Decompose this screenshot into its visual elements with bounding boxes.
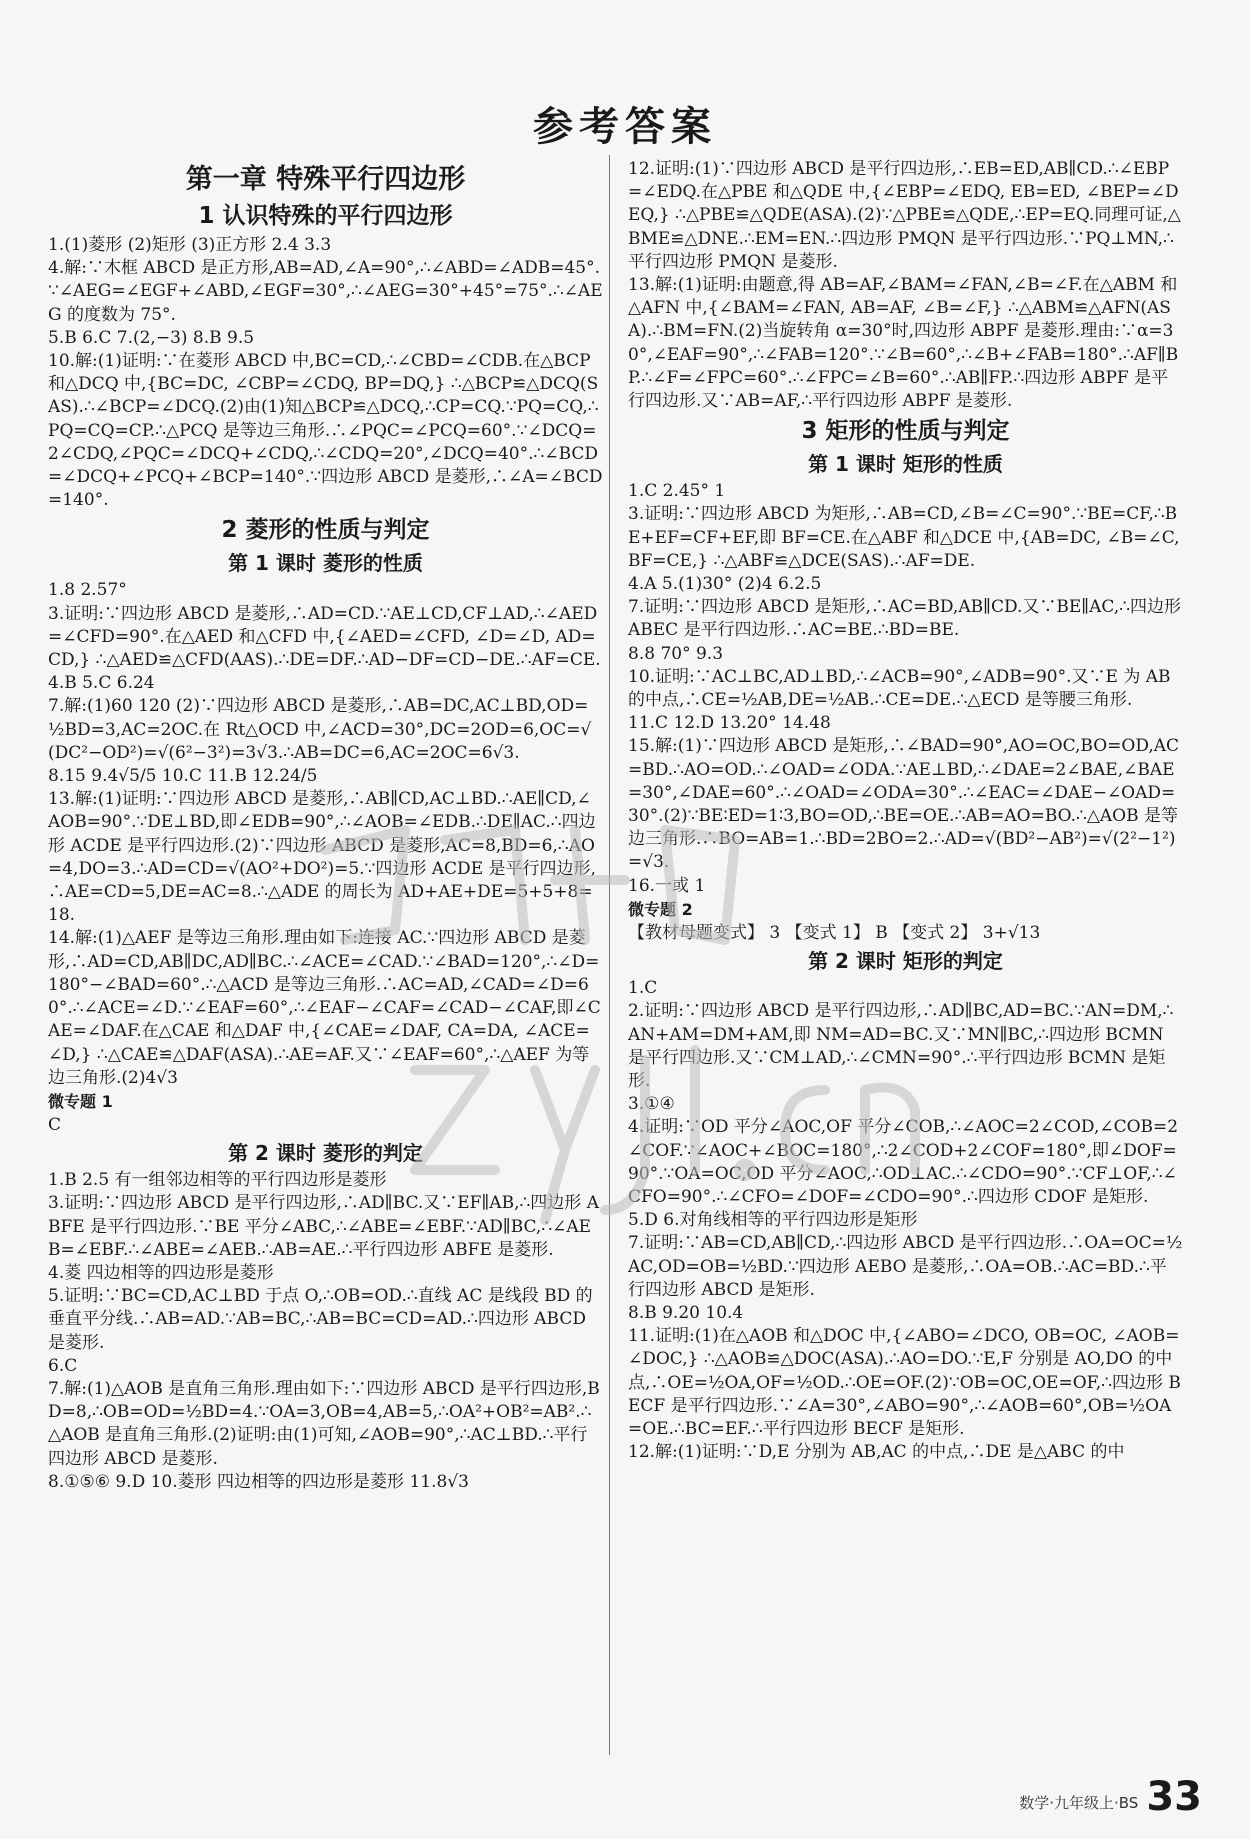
heading-section: 1 认识特殊的平行四边形 xyxy=(198,203,453,229)
page-footer xyxy=(1019,1775,1202,1819)
page-title: 参考答案 xyxy=(533,104,717,150)
answer-item: 6.C xyxy=(48,1355,78,1376)
footer-book-info: 数学·九年级上·BS xyxy=(1019,1794,1139,1812)
answer-item: 3.证明:∵四边形 ABCD 是平行四边形,∴AD∥BC.又∵EF∥AB,∴四边形 ABFE 是平行四边形.∵BE 平分∠ABC,∴∠ABE=∠EBF.∵AD∥BC,∴∠AEB=∠EBF.∴∠ABE=∠AEB.∴AB=AE.∴平行四边形 ABFE 是菱形. xyxy=(48,1193,599,1260)
column-divider xyxy=(609,155,610,1755)
answer-item: 15.解:(1)∵四边形 ABCD 是矩形,∴∠BAD=90°,AO=OC,BO=OD,AC=BD.∴AO=OD.∴∠OAD=∠ODA.∵AE⊥BD,∴∠DAE=2∠BAE,∠BAE=30°,∠DAE=60°.∴∠OAD=∠ODA=30°.∴∠EAC=∠DAE−∠OAD=30°.(2)∵BE∶ED=1∶3,BO=OD,∴BE=OE.∴AB=AO=BO.∴△AOB 是等边三角形.∴BO=AB=1.∴BD=2BO=2.∴AD=√(BD²−AB²)=√(2²−1²)=√3. xyxy=(628,736,1180,873)
answer-item: 4.A 5.(1)30° (2)4 6.2.5 xyxy=(628,574,822,595)
answer-item: 14.解:(1)△AEF 是等边三角形.理由如下:连接 AC.∵四边形 ABCD 是菱形,∴AD=CD,AB∥DC,AD∥BC.∴∠ACE=∠CAD.∵∠BAD=120°,∴∠D=180°−∠BAD=60°.∴△ACD 是等边三角形.∴AC=AD,∠CAD=∠D=60°.∴∠ACE=∠D.∵∠EAF=60°,∴∠EAF−∠CAF=∠CAD−∠CAF,即∠CAE=∠DAF.在△CAE 和△DAF 中,{∠CAE=∠DAF, CA=DA, ∠ACE=∠D,} ∴△CAE≌△DAF(ASA).∴AE=AF.又∵∠EAF=60°,∴△AEF 为等边三角形.(2)4√3 xyxy=(48,928,601,1088)
answer-item: 7.解:(1)△AOB 是直角三角形.理由如下:∵四边形 ABCD 是平行四边形,BD=8,∴OB=OD=½BD=4.∵OA=3,OB=4,AB=5,∴OA²+OB²=AB².∴△AOB 是直角三角形.(2)证明:由(1)可知,∠AOB=90°,∴AC⊥BD.∴平行四边形 ABCD 是菱形. xyxy=(48,1378,600,1469)
answer-item: 11.证明:(1)在△AOB 和△DOC 中,{∠ABO=∠DCO, OB=OC, ∠AOB=∠DOC,} ∴△AOB≌△DOC(ASA).∴AO=DO.∵E,F 分别是 AO,DO 的中点,∴OE=½OA,OF=½OD.∴OE=OF.(2)∵OB=OC,OE=OF,∴四边形 BECF 是平行四边形.∵∠A=30°,∠ABO=90°,∴∠AOB=60°,OB=½OA=OE.∴BC=EF.∴平行四边形 BECF 是矩形. xyxy=(628,1326,1181,1439)
answer-item: 3.证明:∵四边形 ABCD 是菱形,∴AD=CD.∵AE⊥CD,CF⊥AD,∴∠AED=∠CFD=90°.在△AED 和△CFD 中,{∠AED=∠CFD, ∠D=∠D, AD=CD,} ∴△AED≌△CFD(AAS).∴DE=DF.∴AD−DF=CD−DE.∴AF=CE. xyxy=(48,603,601,671)
answer-item: 10.证明:∵AC⊥BC,AD⊥BD,∴∠ACB=90°,∠ADB=90°.又∵E 为 AB 的中点,∴CE=½AB,DE=½AB.∴CE=DE.∴△ECD 是等腰三角形. xyxy=(628,666,1171,711)
answer-item: 8.B 9.20 10.4 xyxy=(628,1302,744,1323)
answer-item: 7.证明:∵AB=CD,AB∥CD,∴四边形 ABCD 是平行四边形.∴OA=OC=½AC,OD=OB=½BD.∵四边形 AEBO 是菱形,∴OA=OB.∴AC=BD.∴平行四边形 ABCD 是矩形. xyxy=(628,1233,1183,1300)
heading-section: 2 菱形的性质与判定 xyxy=(221,517,430,544)
answer-item: 2.证明:∵四边形 ABCD 是平行四边形,∴AD∥BC,AD=BC.∵AN=DM,∴AN+AM=DM+AM,即 NM=AD=BC.又∵MN∥BC,∴四边形 BCMN 是平行四边形.又∵CM⊥AD,∴∠CMN=90°.∴平行四边形 BCMN 是矩形. xyxy=(628,1001,1174,1091)
heading-sub: 第 2 课时 矩形的判定 xyxy=(808,949,1003,974)
answer-item: 13.解:(1)证明:∵四边形 ABCD 是菱形,∴AB∥CD,AC⊥BD.∴AE∥CD,∠AOB=90°.∵DE⊥BD,即∠EDB=90°,∴∠AOB=∠EDB.∴DE∥AC.∴四边形 ACDE 是平行四边形.(2)∵四边形 ABCD 是菱形,AC=8,BD=6,∴AO=4,DO=3.∴AD=CD=√(AO²+DO²)=5.∵四边形 ACDE 是平行四边形,∴AE=CD=5,DE=AC=8.∴△ADE 的周长为 AD+AE+DE=5+5+8=18. xyxy=(48,789,596,926)
answer-item: 8.15 9.4√5/5 10.C 11.B 12.24/5 xyxy=(48,766,318,787)
answer-item: 7.证明:∵四边形 ABCD 是矩形,∴AC=BD,AB∥CD.又∵BE∥AC,∴四边形 ABEC 是平行四边形.∴AC=BE.∴BD=BE. xyxy=(628,597,1182,641)
answer-item: C xyxy=(48,1114,62,1135)
answer-item: 1.(1)菱形 (2)矩形 (3)正方形 2.4 3.3 xyxy=(48,235,332,255)
answer-item: 1.C xyxy=(628,978,658,999)
answer-item: 1.B 2.5 有一组邻边相等的平行四边形是菱形 xyxy=(48,1170,387,1191)
left-column xyxy=(48,158,603,1494)
answer-item: 12.证明:(1)∵四边形 ABCD 是平行四边形,∴EB=ED,AB∥CD.∴∠EBP=∠EDQ.在△PBE 和△QDE 中,{∠EBP=∠EDQ, EB=ED, ∠BEP=∠DEQ,} ∴△PBE≌△QDE(ASA).(2)∵△PBE≌△QDE,∴EP=EQ.同理可证,△BME≌△DNE.∴EM=EN.∴四边形 PMQN 是平行四边形.∵PQ⊥MN,∴平行四边形 PMQN 是菱形. xyxy=(628,159,1181,272)
answer-item: 5.B 6.C 7.(2,−3) 8.B 9.5 xyxy=(48,327,255,348)
answer-item: 1.8 2.57° xyxy=(48,580,127,601)
answer-item: 7.解:(1)60 120 (2)∵四边形 ABCD 是菱形,∴AB=DC,AC⊥BD,OD=½BD=3,AC=2OC.在 Rt△OCD 中,∠ACD=30°,DC=2OD=6,OC=√(DC²−OD²)=√(6²−3²)=3√3.∴AB=DC=6,AC=2OC=6√3. xyxy=(48,696,592,763)
answer-item: 4.解:∵木框 ABCD 是正方形,AB=AD,∠A=90°,∴∠ABD=∠ADB=45°.∵∠AEG=∠EGF+∠ABD,∠EGF=30°,∴∠AEG=30°+45°=75°.∴∠AEG 的度数为 75°. xyxy=(48,258,603,325)
answer-item: 3.①④ xyxy=(628,1094,675,1115)
heading-section: 3 矩形的性质与判定 xyxy=(801,418,1010,445)
answer-item: 1.C 2.45° 1 xyxy=(628,481,726,502)
heading-topic: 微专题 1 xyxy=(48,1091,113,1111)
answer-item: 12.解:(1)证明:∵D,E 分别为 AB,AC 的中点,∴DE 是△ABC 的中 xyxy=(628,1442,1125,1463)
answer-item: 10.解:(1)证明:∵在菱形 ABCD 中,BC=CD,∴∠CBD=∠CDB.在△BCP 和△DCQ 中,{BC=DC, ∠CBP=∠CDQ, BP=DQ,} ∴△BCP≌△DCQ(SAS).∴∠BCP=∠DCQ.(2)由(1)知△BCP≌△DCQ,∴CP=CQ.∵PQ=CQ,∴PQ=CQ=CP.∴△PCQ 是等边三角形.∴∠PQC=∠PCQ=60°.∵∠DCQ=2∠CDQ,∠PQC=∠DCQ+∠CDQ,∴∠CDQ=20°,∠DCQ=40°.∴∠BCD=∠DCQ+∠PCQ+∠BCP=140°.∵四边形 ABCD 是菱形,∴∠A=∠BCD=140°. xyxy=(48,351,603,511)
answer-item: 11.C 12.D 13.20° 14.48 xyxy=(628,713,831,734)
answer-item: 【教材母题变式】 3 【变式 1】 B 【变式 2】 3+√13 xyxy=(628,922,1041,943)
page-number: 33 xyxy=(1146,1774,1202,1820)
answer-item: 3.证明:∵四边形 ABCD 为矩形,∴AB=CD,∠B=∠C=90°.∵BE=CF,∴BE+EF=CF+EF,即 BF=CE.在△ABF 和△DCE 中,{AB=DC, ∠B=∠C, BF=CE,} ∴△ABF≌△DCE(SAS).∴AF=DE. xyxy=(628,504,1180,571)
answer-item: 13.解:(1)证明:由题意,得 AB=AF,∠BAM=∠FAN,∠B=∠F.在△ABM 和△AFN 中,{∠BAM=∠FAN, AB=AF, ∠B=∠F,} ∴△ABM≌△AFN(ASA).∴BM=FN.(2)当旋转角 α=30°时,四边形 ABPF 是菱形.理由:∵α=30°,∠EAF=90°,∴∠FAB=120°.∵∠B=60°,∴∠B+∠FAB=180°.∴AF∥BP.∴∠F=∠FPC=60°.∴∠FPC=∠B=60°.∴AB∥FP.∴四边形 ABPF 是平行四边形.又∵AB=AF,∴平行四边形 ABPF 是菱形. xyxy=(628,275,1179,412)
heading-sub: 第 1 课时 矩形的性质 xyxy=(808,452,1003,477)
answer-item: 16.一或 1 xyxy=(628,875,706,896)
answer-item: 5.D 6.对角线相等的平行四边形是矩形 xyxy=(628,1210,918,1231)
answer-item: 8.8 70° 9.3 xyxy=(628,643,724,664)
right-column xyxy=(628,158,1183,1464)
heading-sub: 第 1 课时 菱形的性质 xyxy=(228,551,423,576)
heading-sub: 第 2 课时 菱形的判定 xyxy=(228,1141,423,1166)
heading-topic: 微专题 2 xyxy=(628,899,693,919)
answer-item: 4.证明:∵OD 平分∠AOC,OF 平分∠COB,∴∠AOC=2∠COD,∠COB=2∠COF.∵∠AOC+∠BOC=180°,∴2∠COD+2∠COF=180°,即∠DOF=90°.∵OA=OC,OD 平分∠AOC,∴OD⊥AC.∴∠CDO=90°.∵CF⊥OF,∴∠CFO=90°.∴∠CFO=∠DOF=∠CDO=90°.∴四边形 CDOF 是矩形. xyxy=(628,1117,1179,1207)
answer-item: 8.①⑤⑥ 9.D 10.菱形 四边相等的四边形是菱形 11.8√3 xyxy=(48,1471,469,1492)
answer-item: 4.菱 四边相等的四边形是菱形 xyxy=(48,1262,274,1283)
answer-item: 4.B 5.C 6.24 xyxy=(48,673,155,694)
answer-item: 5.证明:∵BC=CD,AC⊥BD 于点 O,∴OB=OD.∴直线 AC 是线段 BD 的垂直平分线.∴AB=AD.∵AB=BC,∴AB=BC=CD=AD.∴四边形 ABCD 是菱形. xyxy=(48,1286,593,1353)
heading-chapter: 第一章 特殊平行四边形 xyxy=(185,164,466,195)
